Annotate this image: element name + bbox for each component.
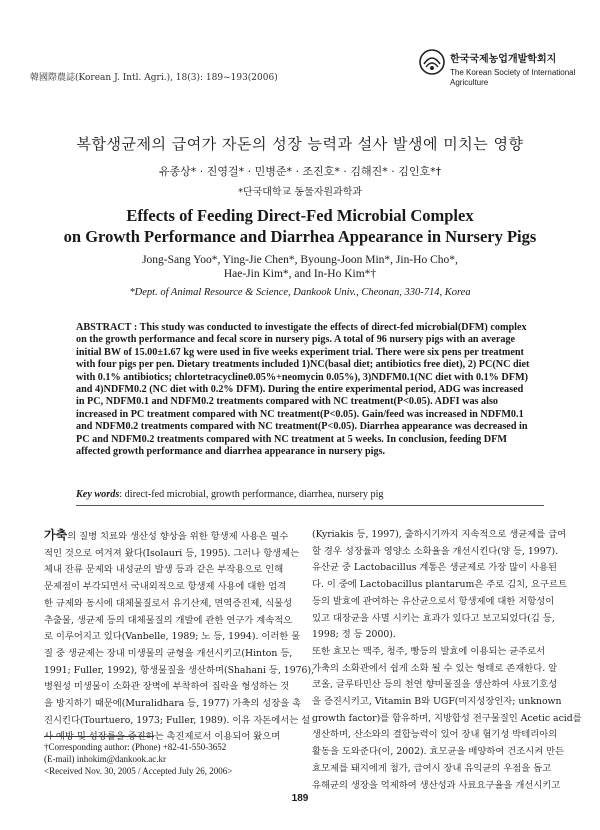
body-line: 가축의 소화관에서 쉽게 소화 될 수 있는 형태로 존재한다. 알 [312, 662, 558, 674]
body-line: growth factor)를 함유하며, 지방합성 전구물질인 Acetic acid를 [312, 712, 582, 724]
body-line: 병원성 미생물이 소화관 장벽에 부착하여 집락을 형성하는 것 [44, 681, 290, 693]
body-line: 문제점이 부각되면서 국내외적으로 항생제 사용에 대한 엄격 [44, 581, 287, 593]
body-line: 사 예방 및 성장률을 증진하는 촉진제로서 이용되어 왔으며 [44, 731, 281, 743]
title-english [0, 205, 600, 247]
footnote-divider [44, 736, 154, 737]
abstract-line-text: This study was conducted to investigate the effects of direct-fed microbial(DFM) complex [139, 322, 527, 333]
society-emblem-icon [418, 48, 446, 76]
body-line: 진시킨다(Tourtuero, 1973; Fuller, 1989). 이유 자돈에서는 설 [44, 714, 311, 726]
keywords-text: : direct-fed microbial, growth performance, diarrhea, nursery pig [119, 489, 384, 500]
body-line: 활동을 도와준다(이, 2002). 효모균을 배양하여 건조시켜 만든 [312, 746, 565, 758]
corresponding-author: †Corresponding author: (Phone) +82-41-550-3652 [44, 742, 227, 752]
author-email: (E-mail) inhokim@dankook.ac.kr [44, 754, 167, 764]
body-line: 을 증진시키고, Vitamin B와 UGF(미지성장인자; unknown [312, 696, 562, 708]
body-line: 등의 발효에 관여하는 유산균으로서 항생제에 대한 저항성이 [312, 595, 555, 607]
abstract-line: on the growth performance and fecal score in nursery pigs. A total of 96 nursery pigs with an average [76, 334, 516, 346]
body-line: 코올, 글루타민산 등의 천연 향미물질을 생산하여 사료기호성 [312, 679, 558, 691]
body-line: 생산하며, 산소와의 결합능력이 있어 장내 혐기성 박테리아의 [312, 729, 558, 741]
body-line: 체내 잔류 문제와 내성균의 발생 등과 같은 부작용으로 인해 [44, 564, 284, 576]
body-column-right [312, 527, 582, 794]
society-name-english-line2: Agriculture [450, 78, 489, 87]
journal-reference: 韓國際農誌(Korean J. Intl. Agri.), 18(3): 189~193(2006) [30, 73, 278, 83]
abstract-line: and NDFM0.2 treatments compared with NC treatment(P<0.05). Diarrhea appearance was decreased in [76, 421, 528, 433]
received-accepted-dates: <Received Nov. 30, 2005 / Accepted July 26, 2006> [44, 766, 233, 776]
body-line: (Kyriakis 등, 1997), 출하시기까지 지속적으로 생균제를 급여 [312, 529, 567, 540]
body-line: 유산균 중 Lactobacillus 계통은 생균제로 가장 많이 사용된 [312, 562, 557, 574]
society-name-korean: 한국국제농업개발학회지 [450, 54, 557, 65]
society-logo [418, 48, 578, 96]
body-line-text: 의 질병 치료와 생산성 향상을 위한 항생제 사용은 필수 [67, 531, 289, 542]
body-line: 추출물, 생균제 등의 대체물질의 개발에 관한 연구가 계속적으 [44, 614, 293, 626]
affiliation-english: *Dept. of Animal Resource & Science, Dankook Univ., Cheonan, 330-714, Korea [129, 287, 471, 298]
body-line: 적인 것으로 여겨져 왔다(Isolauri 등, 1995). 그러나 항생제는 [44, 547, 300, 559]
body-line: 을 방지하기 때문에(Muralidhara 등, 1977) 가축의 성장을 촉 [44, 698, 302, 710]
page-number: 189 [291, 793, 309, 804]
keywords [76, 489, 544, 500]
abstract-line: affected growth performance and diarrhea appearance in nursery pigs. [76, 446, 386, 458]
abstract-line: initial BW of 15.00±1.67 kg were used in five weeks experiment trial. There were six pens per treatment [76, 346, 524, 358]
society-name-english-line1: The Korean Society of International [450, 68, 576, 77]
abstract-label: ABSTRACT : [76, 322, 140, 333]
title-english-line1: Effects of Feeding Direct-Fed Microbial Complex [126, 206, 474, 225]
abstract [76, 322, 544, 458]
keywords-label: Key words [76, 489, 120, 500]
abstract-line: PC and NDFM0.2 treatments compared with NC treatment at 5 weeks. In conclusion, feeding DFM [76, 433, 507, 445]
body-line: 질 중 생균제는 장내 미생물의 균형을 개선시키고(Hinton 등, [44, 647, 293, 659]
body-line: 다. 이 중에 Lactobacillus plantarum은 주로 김치, 요구르트 [312, 579, 567, 591]
authors-english [0, 253, 600, 281]
body-line: 1998; 정 등 2000). [312, 629, 396, 641]
body-line: 할 경우 성장률과 영양소 소화율을 개선시킨다(양 등, 1997). [312, 545, 559, 557]
abstract-line: with 0.1% antibiotics; chlortetracycline0.05%+neomycin 0.05%), 3)NDFM0.1(NC diet with 0.1% DFM) [76, 371, 529, 383]
abstract-line [76, 322, 544, 334]
body-line: 있고 대장균을 사멸 시키는 효과가 있다고 보고되었다(김 등, [312, 612, 555, 624]
abstract-line: in PC, NDFM0.1 and NDFM0.2 treatments compared with NC treatment(P<0.05). ADFI was also [76, 396, 499, 408]
authors-korean: 유종상* · 진영걸* · 민병준* · 조진호* · 김해진* · 김인호*† [158, 165, 442, 178]
title-korean: 복합생균제의 급여가 자돈의 성장 능력과 설사 발생에 미치는 영향 [76, 135, 524, 153]
body-line: 1991; Fuller, 1992), 항생물질을 생산하며(Shahani 등, 1976), [44, 664, 315, 676]
body-line [44, 527, 287, 546]
body-line: 한 규제와 동시에 대체물질로서 유기산제, 면역증진제, 식물성 [44, 597, 293, 609]
title-english-line2: on Growth Performance and Diarrhea Appearance in Nursery Pigs [63, 227, 537, 246]
society-name-english [450, 68, 580, 88]
affiliation-korean: *단국대학교 동물자원과학과 [237, 187, 363, 198]
footnote [44, 741, 294, 777]
body-line: 유해균의 생장을 억제하여 생산성과 사료요구율을 개선시키고 [312, 779, 561, 791]
body-column-left [44, 527, 315, 746]
abstract-line: increased in PC treatment compared with NC treatment(P<0.05). Gain/feed was increased in NDFM0.1 [76, 408, 524, 420]
lead-word: 가축 [44, 528, 68, 542]
authors-english-line2: Hae-Jin Kim*, and In-Ho Kim*† [223, 268, 377, 280]
body-line: 효모제를 돼지에게 첨가, 급여시 장내 유익균의 우점을 돕고 [312, 762, 552, 774]
authors-english-line1: Jong-Sang Yoo*, Ying-Jie Chen*, Byoung-Joon Min*, Jin-Ho Cho*, [142, 254, 458, 266]
abstract-line: with four pigs per pen. Dietary treatments included 1)NC(basal diet; antibiotics free diet), 2) PC(NC diet [76, 359, 530, 371]
body-line: 또한 효모는 맥주, 청주, 빵등의 발효에 이용되는 균주로서 [312, 645, 546, 657]
section-divider [76, 505, 544, 506]
body-line: 로 이루어지고 있다(Vanbelle, 1989; 노 등, 1994). 이러한 물 [44, 631, 301, 643]
abstract-line: and 4)NDFM0.2 (NC diet with 0.2% DFM). During the entire experimental period, ADG was increased [76, 384, 524, 396]
